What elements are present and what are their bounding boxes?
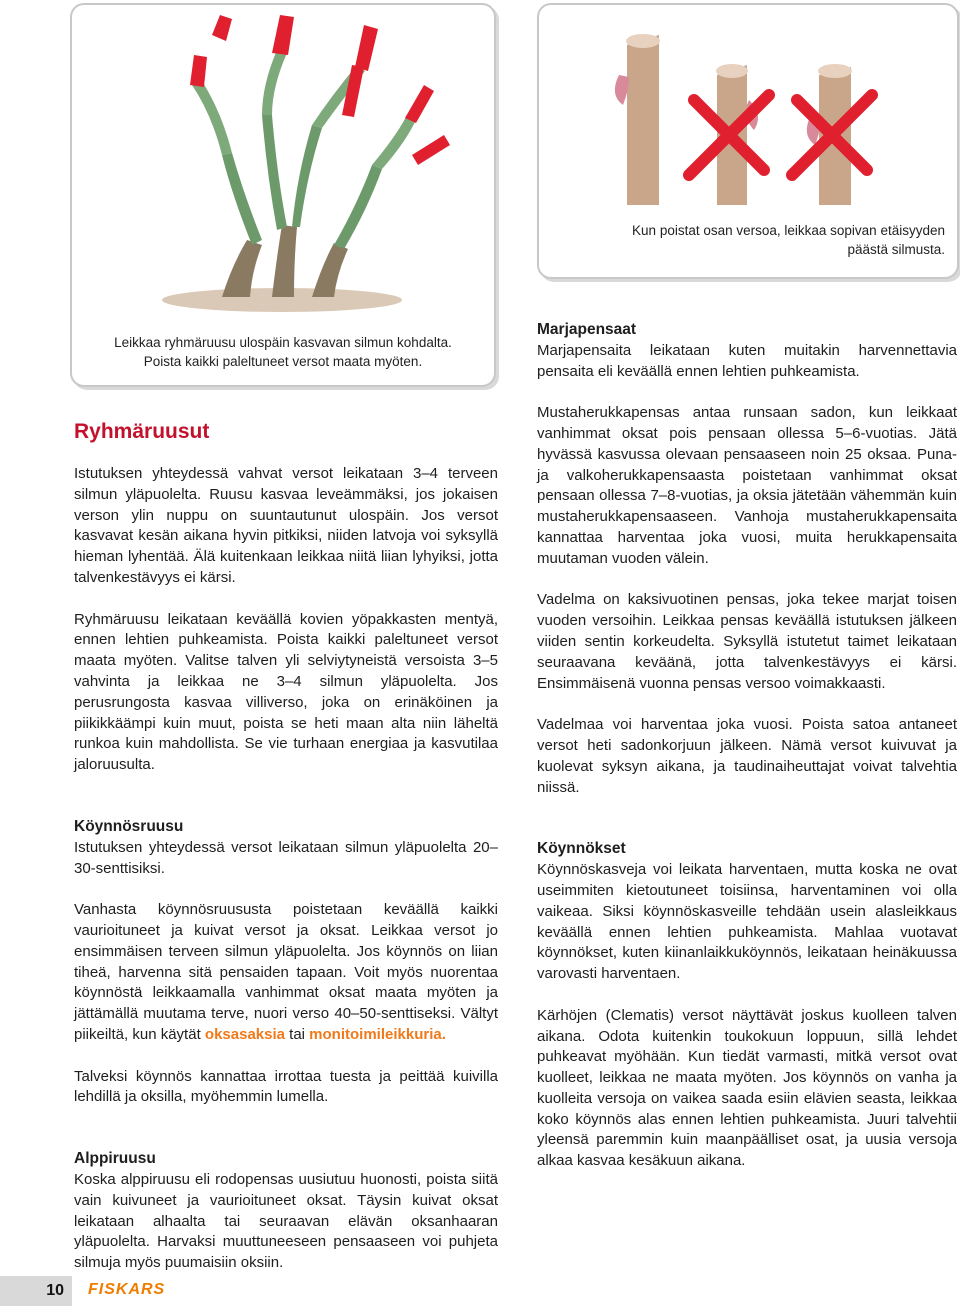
link-monitoimileikkuri[interactable]: monitoimileikkuria. xyxy=(309,1025,446,1043)
paragraph-text: Vanhasta köynnösruususta poistetaan keväällä kaikki vaurioituneet ja kuivat versot ja oksat. Leikkaa versot jo ensimmäisen terveen silmun yläpuolelta. Jos köynnös on liian tiheä, harvenna sitä pensaiden tapaan. Voit myös nuorentaa köynnöstä leikkaamalla vanhimmat oksat maata myöten ja jättämällä muutama terve, nuori verso 40–50-senttiseksi. Vältyt piikeiltä, kun käytät xyxy=(74,901,498,1043)
caption-line: päästä silmusta. xyxy=(847,242,945,257)
paragraph: Vadelma on kaksivuotinen pensas, joka tekee marjat toisen vuoden versoihin. Leikkaa pensas keväällä istutuksen jälkeen viiden sentin korkeudelta. Syksyllä istutetut taimet leikataan seuraavana keväänä, jotta talvenkestävyys ei kärsi. Ensimmäisenä vuonna pensas versoo voimakkaasti. xyxy=(537,591,957,692)
subheading-alppiruusu: Alppiruusu xyxy=(74,1150,156,1168)
paragraph: Koska alppiruusu eli rodopensas uusiutuu huonosti, poista siitä vain kuivuneet ja vaurioituneet oksat. Täysin kuivat oksat leikataan alhaalta tai seuraavan elävän oksanhaaran yläpuolelta. Harvaksi muuttuneeseen pensaaseen voi puhjeta silmuja myös puumaisiin oksiin. xyxy=(74,1170,498,1272)
rose-illustration-panel xyxy=(70,3,496,387)
cut-distance-illustration-panel xyxy=(537,3,959,279)
caption-line: Kun poistat osan versoa, leikkaa sopivan etäisyyden xyxy=(632,223,945,238)
paragraph: Mustaherukkapensas antaa runsaan sadon, kun leikkaat vanhimmat oksat pois pensaan ollessa 5–6-vuotias. Jätä hyvässä kasvussa olevaan pensaaseen noin 25 oksaa. Puna- ja valkoherukkapensaasta poistetaan vanhimmat oksat pensaan ollessa 7–8-vuotias, ja oksia jätetään vähemmän kuin mustaherukkapensaaseen. Vanhoja mustaherukkapensaita kannattaa harventaa joka vuosi, muita herukkapensaita muutaman vuoden välein. xyxy=(537,404,957,567)
paragraph: Marjapensaita leikataan kuten muitakin harvennettavia pensaita eli keväällä ennen lehtien puhkeamista. xyxy=(537,341,957,380)
subheading-koynnosruusu: Köynnösruusu xyxy=(74,817,184,835)
subheading-marjapensaat: Marjapensaat xyxy=(537,321,637,338)
right-text-column xyxy=(537,320,957,1193)
paragraph: Istutuksen yhteydessä versot leikataan silmun yläpuolelta 20–30-senttisiksi. xyxy=(74,838,498,877)
subheading-koynnokset: Köynnökset xyxy=(537,840,626,858)
paragraph: Köynnöskasveja voi leikata harventaen, mutta koska ne ovat useimmiten kietoutuneet toisiinsa, harventaminen voi olla vaikeaa. Siksi köynnöskasveille tehdään usein alasleikkaus keväällä ennen lehtien puhkeamista. Mahlaa vuotavat köynnökset, kuten kiinanlaikkuköynnös, leikataan heinäkuussa varovasti harventaen. xyxy=(537,861,957,983)
paragraph: Istutuksen yhteydessä vahvat versot leikataan 3–4 terveen silmun yläpuolelta. Ruusu kasvaa leveämmäksi, jos jokaisen verson ylin nuppu on suuntautunut ulospäin. Jos versot kasvavat kesän aikana hyvin pitkiksi, niiden latvoja voi syksyllä hieman lyhentää. Älä kuitenkaan leikkaa niitä liian lyhyiksi, jotta talvenkestävyys ei kärsi. xyxy=(74,465,498,586)
left-figure-caption xyxy=(72,333,494,371)
paragraph: Talveksi köynnös kannattaa irrottaa tuesta ja peittää kuivilla lehdillä ja oksilla, myöhemmin lumella. xyxy=(74,1067,498,1106)
paragraph xyxy=(74,900,498,1046)
fiskars-logo: FISKARS xyxy=(88,1281,166,1298)
paragraph: Ryhmäruusu leikataan keväällä kovien yöpakkasten mentyä, ennen lehtien puhkeamista. Poista kaikki paleltuneet versot maata myöten. Valitse talven yli selviytyneistä versoista 3–5 vahvinta ja leikkaa ne 3–4 silmun yläpuolelta. Jos perusrungosta kasvaa villiverso, joka on erinäköinen ja piikikkäämpi kuin muut, poista se heti maan alta niin läheltä runkoa kuin mahdollista. Se vie turhaan energiaa ja kasvutilaa jaloruusulta. xyxy=(74,610,498,774)
section-heading-ryhmaruusut: Ryhmäruusut xyxy=(74,420,210,443)
paragraph-text: tai xyxy=(284,1025,310,1043)
paragraph: Vadelmaa voi harventaa joka vuosi. Poista satoa antaneet versot heti sadonkorjuun jälkeen. Nämä versot kuivuvat ja kuolevat syksyn aikana, ja taudinaiheuttajat voivat talvehtia niissä. xyxy=(537,716,957,796)
caption-line: Poista kaikki paleltuneet versot maata myöten. xyxy=(143,354,423,369)
rose-bush-illustration xyxy=(72,5,492,325)
right-figure-caption xyxy=(559,221,945,259)
caption-line: Leikkaa ryhmäruusu ulospäin kasvavan silmun kohdalta. xyxy=(114,335,452,350)
stem-cut-illustration xyxy=(539,5,955,215)
link-oksasakset[interactable]: oksasaksia xyxy=(204,1025,285,1043)
page-number: 10 xyxy=(0,1276,72,1306)
paragraph: Kärhöjen (Clematis) versot näyttävät joskus kuolleen talven aikana. Odota kuitenkin toukokuun loppuun, sillä lehdet puhkeavat myöhään. Kun tiedät varmasti, mitkä versot ovat kuolleet, leikkaa ne maata myöten. Jos köynnös on vanha ja kuolleita versoja on vaikea saada esiin elävien seasta, leikkaa koko köynnös alas ennen lehtien puhkeamista. Juuri talvehtii yleensä paremmin kuin maanpäälliset osat, ja uusia versoja alkaa kasvaa kesäkuun aikana. xyxy=(537,1006,957,1170)
left-text-column xyxy=(74,420,498,1295)
